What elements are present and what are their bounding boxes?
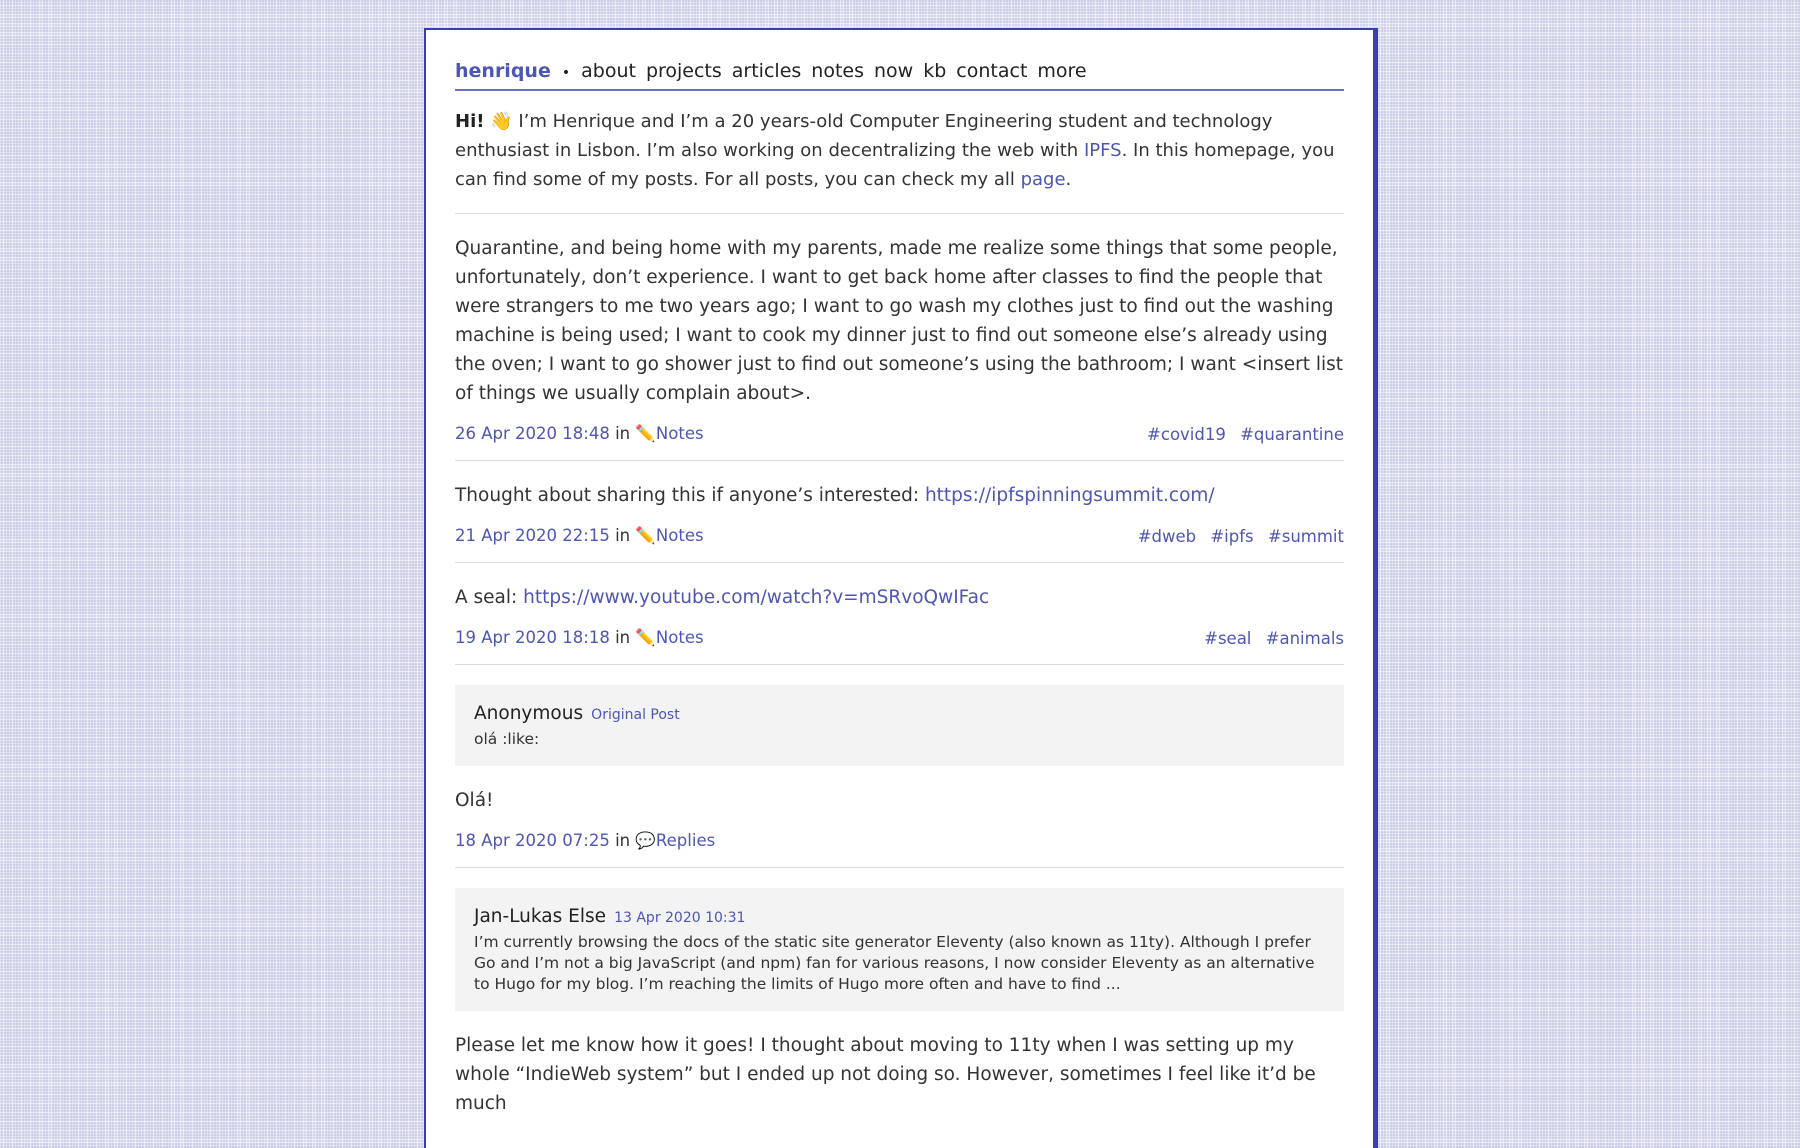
post-meta: [455, 424, 1344, 444]
nav-now[interactable]: now: [874, 60, 914, 82]
post-link[interactable]: https://ipfspinningsummit.com/: [924, 485, 1215, 506]
pencil-icon: ✏️: [635, 526, 656, 545]
post-body: [455, 583, 1344, 612]
nav-brand[interactable]: henrique: [455, 60, 551, 82]
post-in: in: [615, 424, 631, 443]
post-category[interactable]: Notes: [655, 424, 704, 443]
post-category[interactable]: Replies: [655, 831, 716, 850]
nav-projects[interactable]: projects: [645, 60, 722, 82]
tag-link[interactable]: #dweb: [1137, 526, 1197, 546]
nav-about[interactable]: about: [581, 60, 636, 82]
tag-link[interactable]: #summit: [1267, 526, 1344, 546]
post-date[interactable]: 18 Apr 2020 07:25: [455, 831, 610, 850]
post: [455, 461, 1344, 563]
reply-quote: [455, 685, 1344, 766]
post-body: Quarantine, and being home with my parents, made me realize some things that some people, unfortunately, don’t experience. I want to get back home after classes to find the people that were strangers to me two years ago; I want to go wash my clothes just to find out the washing machine is being used; I want to cook my dinner just to find out someone else’s already using the oven; I want to go shower just to find out someone’s using the bathroom; I want <insert list of things we usually complain about>.: [455, 238, 1344, 404]
post: [455, 214, 1344, 461]
post: [455, 868, 1344, 1134]
pencil-icon: ✏️: [635, 424, 656, 443]
tag-link[interactable]: #ipfs: [1210, 526, 1254, 546]
ipfs-link[interactable]: IPFS: [1083, 140, 1122, 161]
post-body: [455, 481, 1344, 510]
nav-more[interactable]: more: [1037, 60, 1087, 82]
tag-link[interactable]: #covid19: [1147, 424, 1226, 444]
nav-contact[interactable]: contact: [956, 60, 1028, 82]
quote-author: Jan-Lukas Else: [474, 906, 606, 927]
nav-separator: •: [561, 65, 571, 81]
reply-quote: [455, 888, 1344, 1011]
quote-author: Anonymous: [474, 703, 584, 724]
post-tags: [1138, 425, 1344, 444]
speech-bubble-icon: 💬: [635, 831, 656, 850]
post-tags: [1129, 527, 1344, 546]
tag-link[interactable]: #seal: [1204, 628, 1252, 648]
pencil-icon: ✏️: [635, 628, 656, 647]
intro: [455, 91, 1344, 214]
post-meta: [455, 831, 1344, 851]
post-in: in: [615, 831, 631, 850]
intro-greeting: Hi!: [455, 111, 485, 132]
post-in: in: [615, 526, 631, 545]
post-category[interactable]: Notes: [655, 526, 704, 545]
tag-link[interactable]: #animals: [1265, 628, 1344, 648]
original-post-link[interactable]: Original Post: [591, 707, 680, 723]
post-category[interactable]: Notes: [655, 628, 704, 647]
all-page-link[interactable]: page: [1020, 169, 1066, 190]
post-meta: [455, 628, 1344, 648]
post-date[interactable]: 21 Apr 2020 22:15: [455, 526, 610, 545]
post-link[interactable]: https://www.youtube.com/watch?v=mSRvoQwIFac: [523, 587, 990, 608]
post-body: Olá!: [455, 790, 494, 811]
wave-icon: 👋: [490, 111, 513, 132]
quote-text: olá :like:: [474, 730, 540, 748]
post-tags: [1195, 629, 1344, 648]
nav-kb[interactable]: kb: [923, 60, 947, 82]
post: [455, 563, 1344, 665]
post-text: Thought about sharing this if anyone’s interested:: [455, 485, 925, 506]
top-nav: [455, 30, 1344, 91]
page-container: [424, 28, 1378, 1148]
post-meta: [455, 526, 1344, 546]
tag-link[interactable]: #quarantine: [1240, 424, 1344, 444]
post-text: A seal:: [455, 587, 524, 608]
post-in: in: [615, 628, 631, 647]
intro-text: I’m Henrique and I’m a 20 years-old Computer Engineering student and technology enthusiast in Lisbon. I’m also working on decentralizing the web with: [455, 111, 1273, 161]
intro-text: . In this homepage, you can find some of my posts. For all posts, you can check my all: [455, 140, 1335, 190]
nav-articles[interactable]: articles: [731, 60, 802, 82]
post-date[interactable]: 19 Apr 2020 18:18: [455, 628, 610, 647]
nav-notes[interactable]: notes: [811, 60, 864, 82]
intro-text: .: [1065, 169, 1072, 190]
quote-text: I’m currently browsing the docs of the static site generator Eleventy (also known as 11ty). Although I prefer Go and I’m not a big JavaScript (and npm) fan for various reasons, I now consider Eleventy as an alternative to Hugo for my blog. I’m reaching the limits of Hugo more often and have to find ...: [474, 933, 1315, 993]
quote-date-link[interactable]: 13 Apr 2020 10:31: [614, 910, 746, 926]
post-date[interactable]: 26 Apr 2020 18:48: [455, 424, 610, 443]
post: [455, 665, 1344, 868]
post-body: Please let me know how it goes! I thought about moving to 11ty when I was setting up my whole “IndieWeb system” but I ended up not doing so. However, sometimes I feel like it’d be much: [455, 1035, 1316, 1114]
